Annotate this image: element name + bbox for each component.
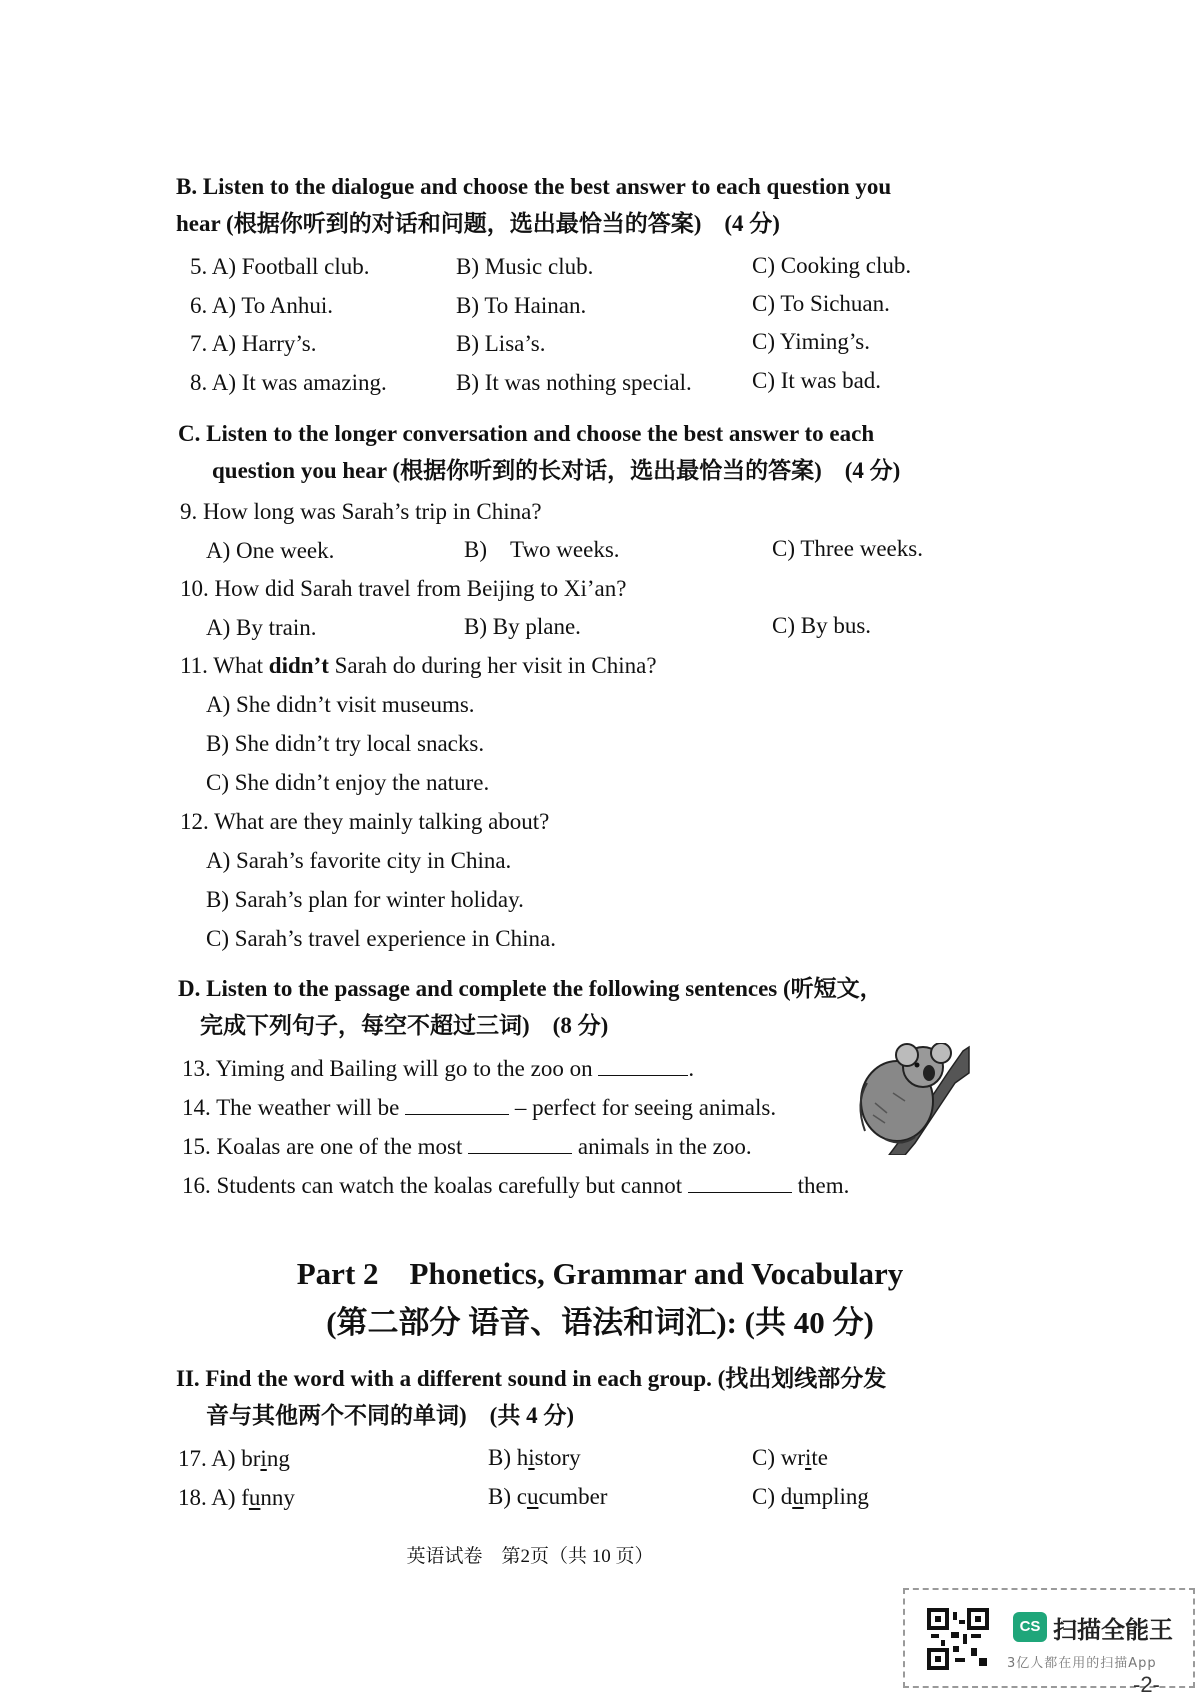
scanner-app-name: 扫描全能王 bbox=[1053, 1616, 1173, 1644]
q6-option-b: B) To Hainan. bbox=[456, 293, 587, 318]
page-number: -2- bbox=[1133, 1672, 1160, 1697]
q18-option-a: 18. A) funny bbox=[178, 1485, 295, 1510]
q15-answer-blank[interactable] bbox=[468, 1133, 572, 1154]
q12-option-a: A) Sarah’s favorite city in China. bbox=[206, 848, 512, 873]
scanner-app-tagline: 3亿人都在用的扫描App bbox=[1007, 1656, 1157, 1671]
q8-option-b: B) It was nothing special. bbox=[456, 370, 692, 395]
section-c-heading-cont: question you hear (根据你听到的长对话，选出最恰当的答案) (4 分) bbox=[212, 458, 901, 483]
q9-stem: 9. How long was Sarah’s trip in China? bbox=[180, 499, 542, 524]
qr-code-icon bbox=[927, 1608, 989, 1670]
section-c-heading: C. Listen to the longer conversation and choose the best answer to each bbox=[178, 421, 875, 446]
q6-option-a: 6. A) To Anhui. bbox=[190, 293, 334, 318]
q7-option-b: B) Lisa’s. bbox=[456, 331, 546, 356]
q17-option-c: C) write bbox=[752, 1445, 829, 1470]
q12-option-c: C) Sarah’s travel experience in China. bbox=[206, 926, 556, 951]
q18-a-underlined: u bbox=[248, 1485, 261, 1510]
q17-option-b: B) history bbox=[488, 1445, 581, 1470]
q5-option-b: B) Music club. bbox=[456, 254, 594, 279]
q12-option-b: B) Sarah’s plan for winter holiday. bbox=[206, 887, 524, 912]
q11-option-c: C) She didn’t enjoy the nature. bbox=[206, 770, 490, 795]
q15-sentence: 15. Koalas are one of the most animals in the zoo. bbox=[182, 1134, 752, 1159]
q11-emphasis: didn’t bbox=[268, 653, 329, 678]
part2-subtitle: (第二部分 语音、语法和词汇): (共 40 分) bbox=[326, 1305, 874, 1340]
q18-c-underlined: u bbox=[792, 1484, 804, 1509]
q11-option-a: A) She didn’t visit museums. bbox=[206, 692, 475, 717]
q9-option-b: B) Two weeks. bbox=[464, 537, 620, 562]
q14-sentence: 14. The weather will be – perfect for seeing animals. bbox=[182, 1095, 777, 1120]
q17-option-a: 17. A) bring bbox=[178, 1446, 290, 1471]
section-b-heading: B. Listen to the dialogue and choose the best answer to each question you bbox=[176, 174, 892, 199]
q10-option-c: C) By bus. bbox=[772, 613, 872, 638]
q5-option-c: C) Cooking club. bbox=[752, 253, 912, 278]
q13-sentence: 13. Yiming and Bailing will go to the zoo on . bbox=[182, 1056, 695, 1081]
section-b-heading-cont: hear (根据你听到的对话和问题，选出最恰当的答案) (4 分) bbox=[176, 211, 780, 236]
q17-a-underlined: i bbox=[260, 1446, 267, 1471]
q11-option-b: B) She didn’t try local snacks. bbox=[206, 731, 485, 756]
page-footer: 英语试卷 第2页（共 10 页） bbox=[406, 1546, 654, 1567]
q7-option-a: 7. A) Harry’s. bbox=[190, 331, 317, 356]
q18-option-c: C) dumpling bbox=[752, 1484, 869, 1509]
q10-option-b: B) By plane. bbox=[464, 614, 581, 639]
q9-option-a: A) One week. bbox=[206, 538, 335, 563]
q5-option-a: 5. A) Football club. bbox=[190, 254, 370, 279]
koala-illustration bbox=[845, 1043, 970, 1155]
q12-stem: 12. What are they mainly talking about? bbox=[180, 809, 550, 834]
q17-b-underlined: i bbox=[528, 1445, 535, 1470]
part2-title: Part 2 Phonetics, Grammar and Vocabulary bbox=[296, 1256, 904, 1291]
q6-option-c: C) To Sichuan. bbox=[752, 291, 890, 316]
q14-answer-blank[interactable] bbox=[405, 1094, 509, 1115]
q11-stem: 11. What didn’t Sarah do during her visit in China? bbox=[180, 653, 657, 678]
q8-option-c: C) It was bad. bbox=[752, 368, 882, 393]
q18-option-b: B) cucumber bbox=[488, 1484, 608, 1509]
q13-answer-blank[interactable] bbox=[598, 1055, 688, 1076]
q18-b-underlined: u bbox=[526, 1484, 539, 1509]
q16-sentence: 16. Students can watch the koalas carefully but cannot them. bbox=[182, 1173, 850, 1198]
q7-option-c: C) Yiming’s. bbox=[752, 329, 870, 354]
q9-option-c: C) Three weeks. bbox=[772, 536, 923, 561]
section-d-heading-cont: 完成下列句子，每空不超过三词) (8 分) bbox=[200, 1013, 609, 1038]
scanner-app-logo: CS bbox=[1013, 1612, 1047, 1642]
q10-stem: 10. How did Sarah travel from Beijing to Xi’an? bbox=[180, 576, 627, 601]
q10-option-a: A) By train. bbox=[206, 615, 317, 640]
section-ii-heading-cont: 音与其他两个不同的单词) (共 4 分) bbox=[206, 1403, 574, 1428]
section-ii-heading: II. Find the word with a different sound in each group. (找出划线部分发 bbox=[176, 1366, 887, 1391]
q8-option-a: 8. A) It was amazing. bbox=[190, 370, 387, 395]
q16-answer-blank[interactable] bbox=[688, 1172, 792, 1193]
q17-c-underlined: i bbox=[805, 1445, 812, 1470]
section-d-heading: D. Listen to the passage and complete the following sentences (听短文， bbox=[178, 976, 883, 1001]
